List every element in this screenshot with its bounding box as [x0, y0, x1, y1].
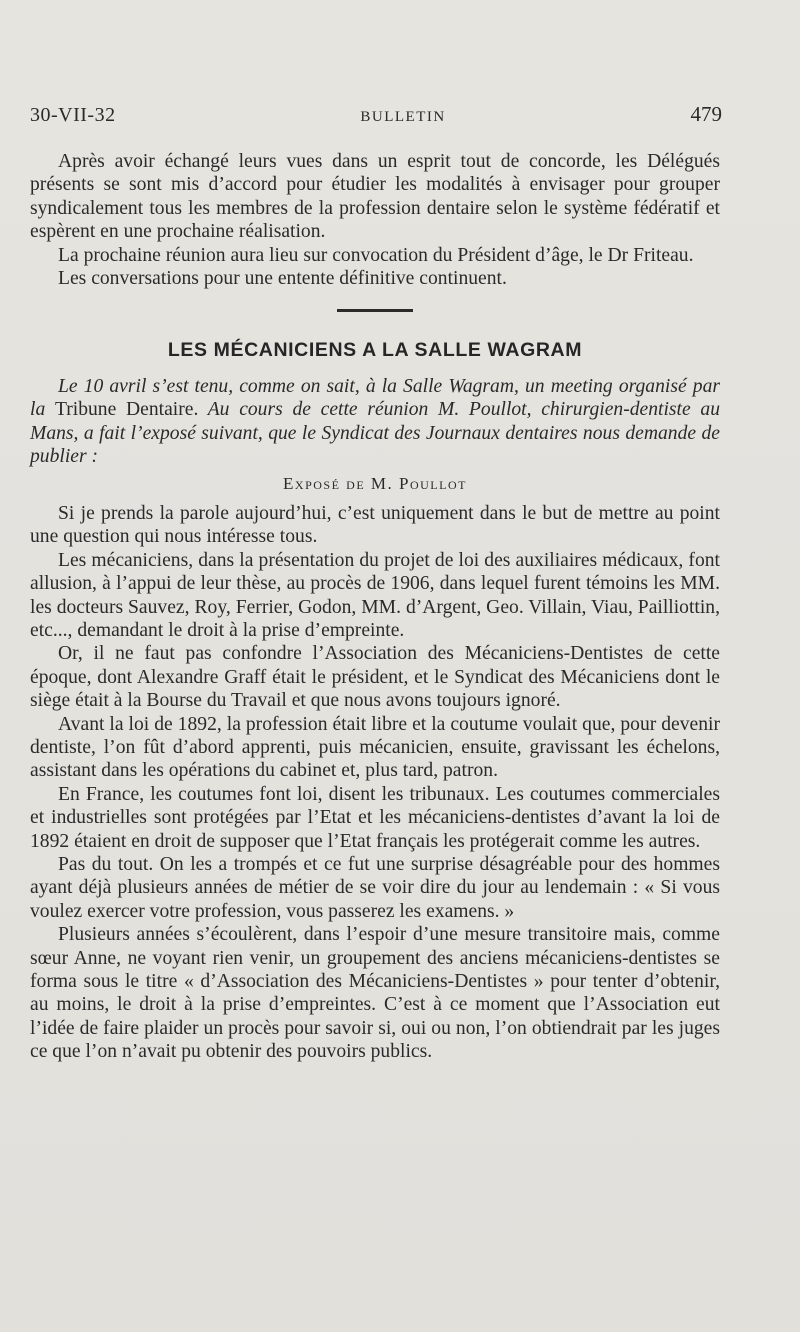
page-number: 479: [690, 102, 722, 126]
issue-date: 30-VII-32: [30, 104, 116, 126]
section-intro: [30, 375, 720, 469]
intro-text: Au cours de cette réunion M. Poullot, chirurgien-dentiste au Mans, a fait l’exposé suivant, que le Syndicat des Journaux dentaires nous demande de publier :: [30, 399, 720, 468]
subheading: Exposé de M. Poullot: [283, 474, 467, 494]
paragraph: Plusieurs années s’écoulèrent, dans l’espoir d’une mesure transitoire mais, comme sœur Anne, ne voyant rien venir, un groupement des anciens mécaniciens-dentistes se forma sous le titre « d’Association des Mécaniciens-Dentistes » pour tenter d’obtenir, au moins, le droit à la prise d’empreintes. C’est à ce moment que l’Association eut l’idée de faire plaider un procès pour savoir si, oui ou non, l’on obtiendrait par les juges ce que l’on n’avait pu obtenir des pouvoirs publics.: [30, 924, 720, 1063]
journal-name: BULLETIN: [360, 109, 446, 125]
paragraph: Les mécaniciens, dans la présentation du projet de loi des auxiliaires médicaux, font allusion, à l’appui de leur thèse, au procès de 1906, dans lequel furent témoins les MM. les docteurs Sauvez, Roy, Ferrier, Godon, MM. d’Argent, Geo. Villain, Viau, Pailliottin, etc..., demandant le droit à la prise d’empreinte.: [30, 549, 720, 641]
running-head: [30, 102, 722, 127]
section-divider: [337, 309, 413, 312]
paragraph: Après avoir échangé leurs vues dans un esprit tout de concorde, les Délégués présents se sont mis d’accord pour étudier les modalités à envisager pour grouper syndicalement tous les membres de la profession dentaire selon le système fédératif et espèrent en une prochaine réalisation.: [30, 151, 720, 243]
intro-publication-name: Tribune Dentaire.: [54, 399, 199, 421]
paragraph: Or, il ne faut pas confondre l’Association des Mécaniciens-Dentistes de cette époque, dont Alexandre Graff était le président, et le Syndicat des Mécaniciens dont le siège était à la Bourse du Travail et que nous avons toujours ignoré.: [30, 643, 720, 712]
paragraph: Les conversations pour une entente définitive continuent.: [58, 268, 507, 290]
article-body: [30, 150, 720, 1064]
paragraph: Avant la loi de 1892, la profession était libre et la coutume voulait que, pour devenir dentiste, l’on fût d’abord apprenti, puis mécanicien, ensuite, gravissant les échelons, assistant dans les opérations du cabinet et, plus tard, patron.: [30, 713, 720, 782]
paragraph: Pas du tout. On les a trompés et ce fut une surprise désagréable pour des hommes ayant déjà plusieurs années de métier de se voir dire du jour au lendemain : « Si vous voulez exercer votre profession, vous passerez les examens. »: [30, 853, 720, 922]
section-title: LES MÉCANICIENS A LA SALLE WAGRAM: [167, 339, 583, 362]
paragraph: Si je prends la parole aujourd’hui, c’est uniquement dans le but de mettre au point une question qui nous intéresse tous.: [30, 502, 720, 548]
paragraph: En France, les coutumes font loi, disent les tribunaux. Les coutumes commerciales et industrielles sont protégées par l’Etat et les mécaniciens-dentistes d’avant la loi de 1892 étaient en droit de supposer que l’Etat français les protégerait comme les autres.: [30, 783, 720, 852]
paragraph: La prochaine réunion aura lieu sur convocation du Président d’âge, le Dr Friteau.: [58, 244, 694, 266]
intro-text: Le 10 avril s’est tenu, comme on sait, à la Salle Wagram, un meeting organisé par la: [30, 375, 720, 421]
